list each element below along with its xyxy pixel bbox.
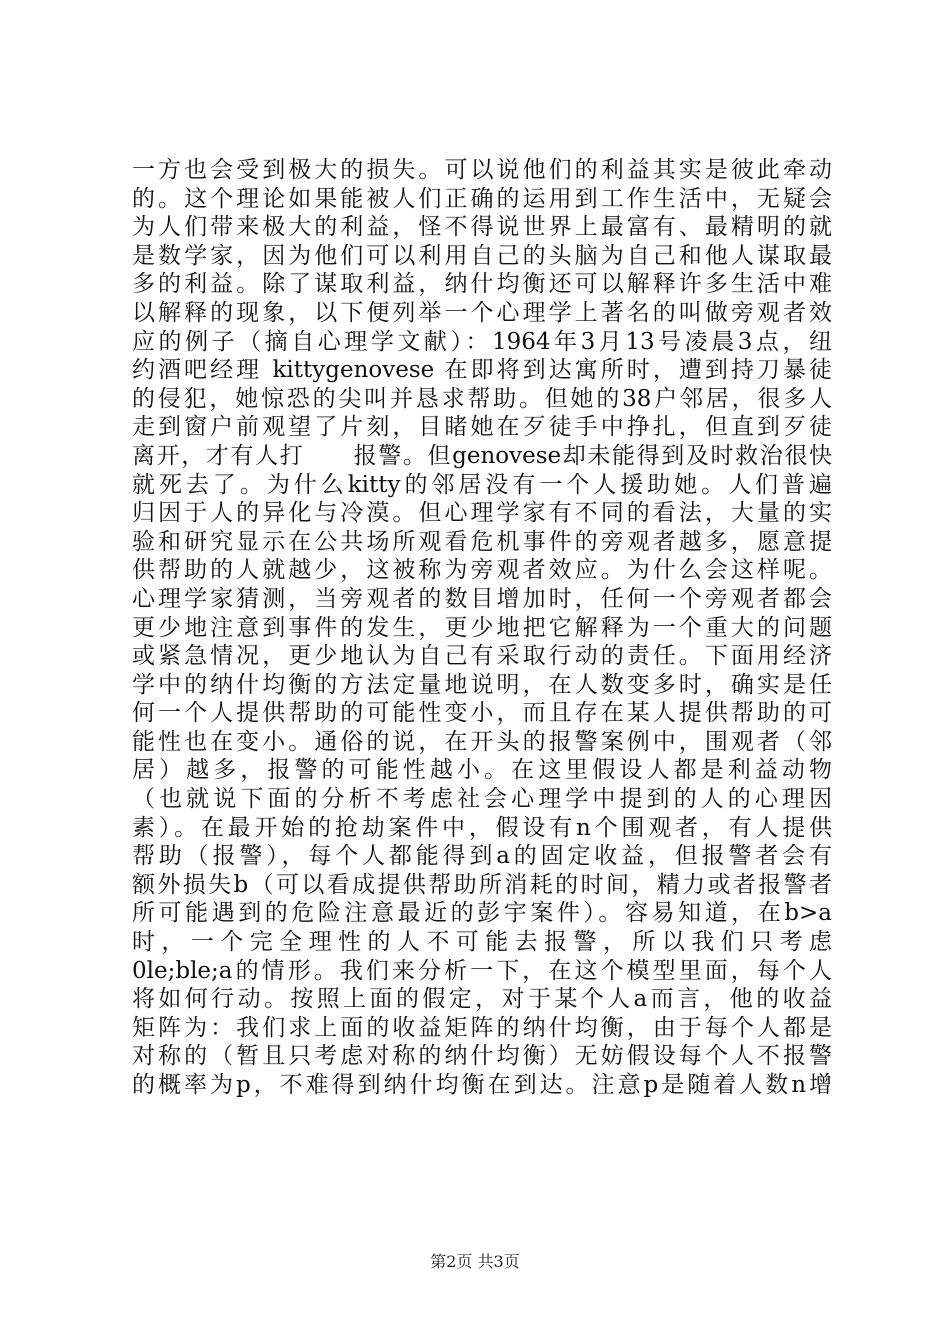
text-line: 素）。在最开始的抢劫案件中，假设有n个围观者，有人提供 — [132, 814, 832, 841]
text-line: 将如何行动。按照上面的假定，对于某个人a而言，他的收益 — [132, 986, 832, 1013]
text-line: 验和研究显示在公共场所观看危机事件的旁观者越多，愿意提 — [132, 528, 832, 555]
text-line: 心理学家猜测，当旁观者的数目增加时，任何一个旁观者都会 — [132, 585, 832, 612]
text-line: 以解释的现象，以下便列举一个心理学上著名的叫做旁观者效 — [132, 299, 832, 326]
text-line: 时，一个完全理性的人不可能去报警，所以我们只考虑 — [132, 929, 832, 956]
text-line: 一方也会受到极大的损失。可以说他们的利益其实是彼此牵动 — [132, 157, 832, 183]
text-line: 为人们带来极大的利益，怪不得说世界上最富有、最精明的就 — [132, 214, 832, 241]
body-text — [132, 156, 832, 1100]
text-line: 学中的纳什均衡的方法定量地说明，在人数变多时，确实是任 — [132, 671, 832, 698]
text-line: （也就说下面的分析不考虑社会心理学中提到的人的心理因 — [132, 786, 832, 813]
page-number-footer: 第2页 共3页 — [430, 1252, 520, 1271]
text-line: 是数学家，因为他们可以利用自己的头脑为自己和他人谋取最 — [132, 242, 832, 269]
text-line: 居）越多，报警的可能性越小。在这里假设人都是利益动物 — [132, 757, 832, 784]
text-line: 离开，才有人打 报警。但genovese却未能得到及时救治很快 — [132, 442, 832, 469]
text-line: 对称的（暂且只考虑对称的纳什均衡）无妨假设每个人不报警 — [132, 1043, 832, 1070]
text-line: 额外损失b（可以看成提供帮助所消耗的时间，精力或者报警者 — [132, 871, 832, 898]
text-line: 的概率为p，不难得到纳什均衡在到达。注意p是随着人数n增 — [132, 1072, 832, 1098]
text-line: 更少地注意到事件的发生，更少地把它解释为一个重大的问题 — [132, 614, 832, 641]
text-line: 走到窗户前观望了片刻，目睹她在歹徒手中挣扎，但直到歹徒 — [132, 414, 832, 441]
text-line: 就死去了。为什么kitty的邻居没有一个人援助她。人们普遍 — [132, 471, 832, 498]
text-line: 多的利益。除了谋取利益，纳什均衡还可以解释许多生活中难 — [132, 271, 832, 298]
text-line: 的。这个理论如果能被人们正确的运用到工作生活中，无疑会 — [132, 185, 832, 212]
text-line: 约酒吧经理 kittygenovese 在即将到达寓所时，遭到持刀暴徒 — [132, 357, 832, 384]
text-line: 能性也在变小。通俗的说，在开头的报警案例中，围观者（邻 — [132, 728, 832, 755]
text-line: 应的例子（摘自心理学文献）：1964年3月13号凌晨3点，纽 — [132, 328, 832, 355]
text-line: 帮助（报警），每个人都能得到a的固定收益，但报警者会有 — [132, 843, 832, 870]
text-line: 供帮助的人就越少，这被称为旁观者效应。为什么会这样呢。 — [132, 557, 832, 584]
text-line: 归因于人的异化与冷漠。但心理学家有不同的看法，大量的实 — [132, 500, 832, 527]
text-line: 的侵犯，她惊恐的尖叫并恳求帮助。但她的38户邻居，很多人 — [132, 385, 832, 412]
text-line: 矩阵为：我们求上面的收益矩阵的纳什均衡，由于每个人都是 — [132, 1014, 832, 1041]
text-line: 何一个人提供帮助的可能性变小，而且存在某人提供帮助的可 — [132, 700, 832, 727]
text-line: 所可能遇到的危险注意最近的彭宇案件）。容易知道，在b>a — [132, 900, 832, 927]
text-line: 0le;ble;a的情形。我们来分析一下，在这个模型里面，每个人 — [132, 957, 832, 984]
text-line: 或紧急情况，更少地认为自己有采取行动的责任。下面用经济 — [132, 643, 832, 670]
